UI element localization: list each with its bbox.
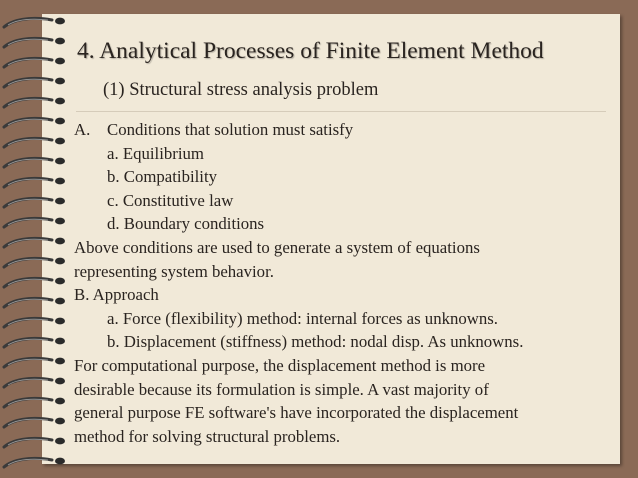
binding-ring <box>4 178 65 187</box>
paragraph-line: Above conditions are used to generate a system of equations <box>74 237 480 257</box>
binding-ring <box>4 158 65 167</box>
paragraph-line: representing system behavior. <box>74 261 274 281</box>
binding-ring <box>4 438 65 447</box>
binding-ring <box>4 418 65 427</box>
spiral-binding-icon <box>0 0 80 478</box>
binding-ring <box>4 318 65 327</box>
paragraph-line: desirable because its formulation is simple. A vast majority of <box>74 379 489 399</box>
binding-ring <box>4 58 65 67</box>
list-item: b. Compatibility <box>107 167 218 187</box>
binding-ring <box>4 98 65 107</box>
slide-subtitle: (1) Structural stress analysis problem <box>103 80 379 100</box>
binding-ring <box>4 258 65 267</box>
binding-ring <box>4 78 65 87</box>
binding-ring <box>4 298 65 307</box>
list-item: a. Equilibrium <box>107 143 204 163</box>
list-item: c. Constitutive law <box>107 190 234 210</box>
binding-ring <box>4 338 65 347</box>
binding-ring <box>4 38 65 47</box>
section-a-marker: A. <box>74 120 91 139</box>
binding-ring <box>4 238 65 247</box>
binding-ring <box>4 358 65 367</box>
binding-ring <box>4 278 65 287</box>
binding-ring <box>4 218 65 227</box>
section-a-heading-text: Conditions that solution must satisfy <box>107 120 354 139</box>
paragraph-line: For computational purpose, the displacement method is more <box>74 355 486 375</box>
section-b-heading: B. Approach <box>74 285 159 305</box>
binding-ring <box>4 198 65 207</box>
binding-ring <box>4 118 65 127</box>
binding-ring <box>4 138 65 147</box>
binding-ring <box>4 398 65 407</box>
list-item: d. Boundary conditions <box>107 214 265 234</box>
binding-ring <box>4 18 65 27</box>
list-item: b. Displacement (stiffness) method: nodal disp. As unknowns. <box>107 332 524 352</box>
binding-ring <box>4 378 65 387</box>
list-item: a. Force (flexibility) method: internal forces as unknowns. <box>107 308 498 328</box>
section-a-heading <box>74 118 619 142</box>
binding-ring <box>4 458 65 467</box>
slide-body <box>74 118 619 448</box>
paragraph-line: method for solving structural problems. <box>74 426 341 446</box>
divider <box>76 111 606 112</box>
slide-title: 4. Analytical Processes of Finite Element Method <box>77 38 544 64</box>
paragraph-line: general purpose FE software's have incorporated the displacement <box>74 403 519 423</box>
